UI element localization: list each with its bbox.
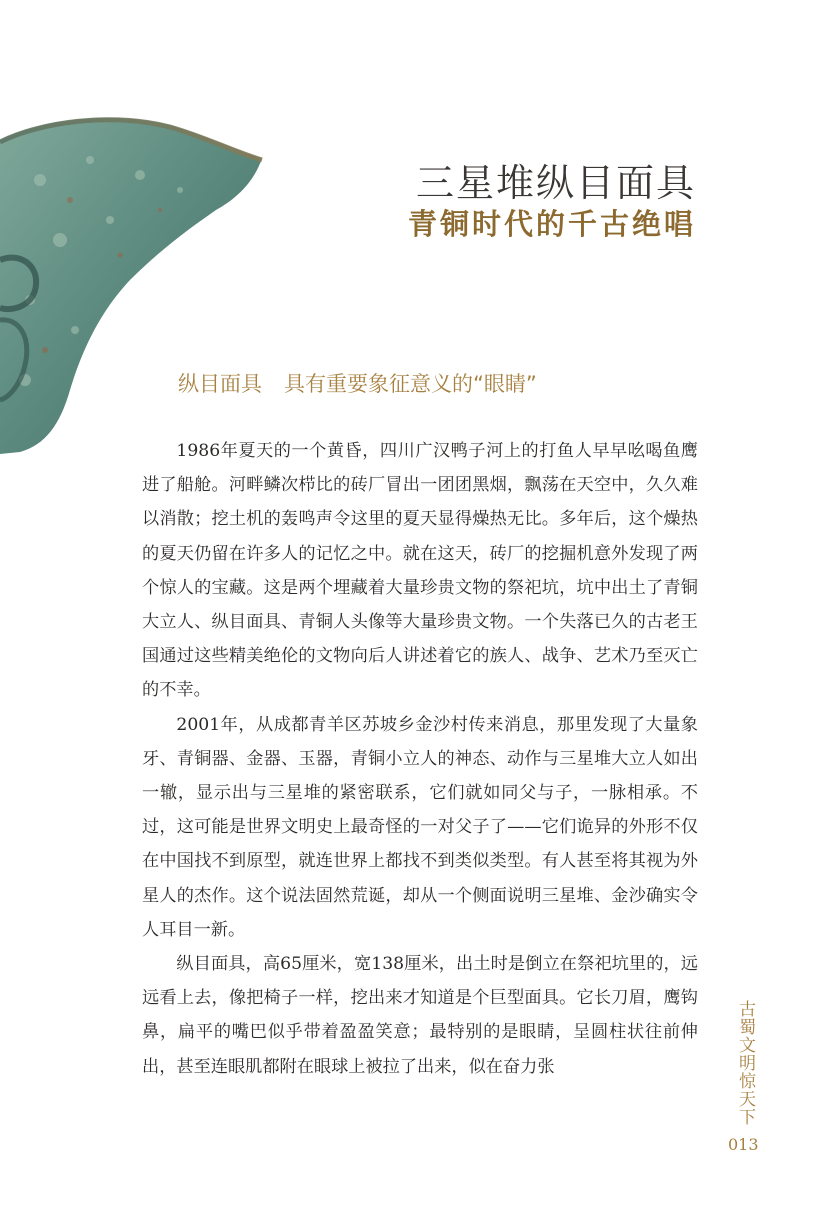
section-heading xyxy=(178,368,537,398)
page-subtitle: 青铜时代的千古绝唱 xyxy=(407,207,696,241)
bronze-mask-artifact-image xyxy=(0,80,290,480)
section-heading-topic: 纵目面具 xyxy=(178,372,262,396)
paragraph: 2001年，从成都青羊区苏坡乡金沙村传来消息，那里发现了大量象牙、青铜器、金器、玉器，青铜小立人的神态、动作与三星堆大立人如出一辙，显示出与三星堆的紧密联系，它们就如同父与子，一脉相承。不过，这可能是世界文明史上最奇怪的一对父子了——它们诡异的外形不仅在中国找不到原型，就连世界上都找不到类似类型。有人甚至将其视为外星人的杰作。这个说法固然荒诞，却从一个侧面说明三星堆、金沙确实令人耳目一新。 xyxy=(142,714,698,940)
paragraph: 纵目面具，高65厘米，宽138厘米，出土时是倒立在祭祀坑里的，远远看上去，像把椅子一样，挖出来才知道是个巨型面具。它长刀眉，鹰钩鼻，扁平的嘴巴似乎带着盈盈笑意；最特别的是眼睛，呈圆柱状往前伸出，甚至连眼肌都附在眼球上被拉了出来，似在奋力张 xyxy=(142,954,698,1077)
page-number: 013 xyxy=(728,1135,759,1154)
paragraph: 1986年夏天的一个黄昏，四川广汉鸭子河上的打鱼人早早吆喝鱼鹰进了船舱。河畔鳞次栉比的砖厂冒出一团团黑烟，飘荡在天空中，久久难以消散；挖土机的轰鸣声令这里的夏天显得燥热无比。多年后，这个燥热的夏天仍留在许多人的记忆之中。就在这天，砖厂的挖掘机意外发现了两个惊人的宝藏。这是两个埋藏着大量珍贵文物的祭祀坑，坑中出土了青铜大立人、纵目面具、青铜人头像等大量珍贵文物。一个失落已久的古老王国通过这些精美绝伦的文物向后人讲述着它的族人、战争、艺术乃至灭亡的不幸。 xyxy=(142,441,698,701)
section-heading-description: 具有重要象征意义的“眼睛” xyxy=(284,372,537,396)
running-header-caption: 古蜀文明惊天下 xyxy=(735,1000,755,1126)
page-title: 三星堆纵目面具 xyxy=(415,161,696,205)
body-text xyxy=(142,434,698,1084)
